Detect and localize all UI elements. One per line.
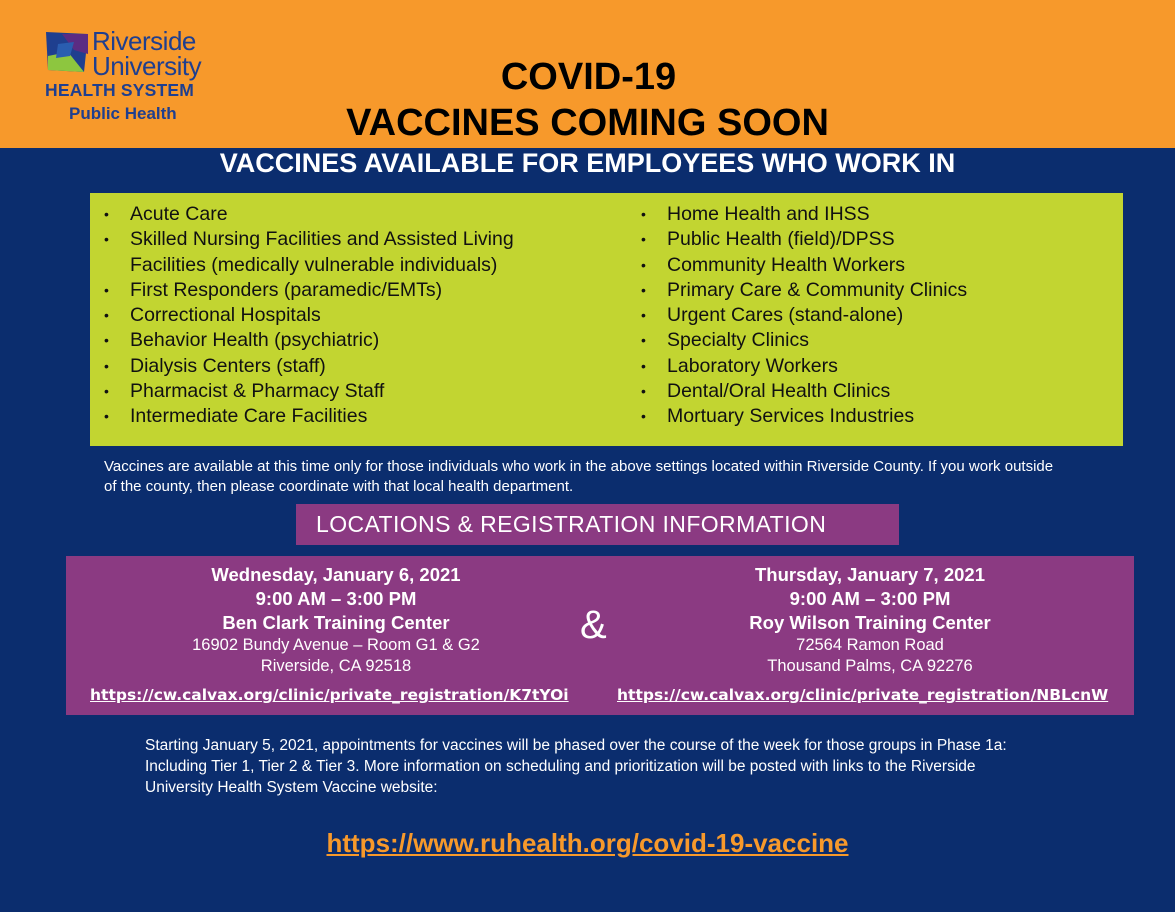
list-item-text: Correctional Hospitals (130, 304, 321, 327)
bullet-icon: • (104, 206, 109, 222)
page-title-line2 (0, 102, 1175, 145)
logo-text-public-health: Public Health (69, 104, 177, 123)
list-item (102, 202, 582, 227)
location-time: 9:00 AM – 3:00 PM (255, 588, 417, 609)
list-item (639, 253, 1109, 278)
location-name: Roy Wilson Training Center (749, 612, 991, 633)
list-item (102, 379, 582, 404)
list-item (639, 328, 1109, 353)
location-time: 9:00 AM – 3:00 PM (789, 588, 951, 609)
list-item-text: Community Health Workers (667, 253, 906, 276)
location-card-roy-wilson (611, 563, 1129, 677)
list-item-text: Specialty Clinics (667, 329, 809, 352)
scheduling-info-text: Starting January 5, 2021, appointments for vaccines will be phased over the course of the week for those groups in Phase 1a: Including Tier 1, Tier 2 & Tier 3. More information on scheduling and prioritization will be posted with links to the Riverside University Health System Vaccine website: (145, 737, 1007, 796)
bullet-icon: • (641, 307, 646, 324)
logo-text-riverside: Riverside (92, 26, 196, 56)
logo-text-health-system: HEALTH SYSTEM (45, 80, 195, 100)
list-item-text: Primary Care & Community Clinics (667, 278, 968, 301)
list-item (639, 354, 1109, 379)
location-address-line1: 72564 Ramon Road (796, 636, 944, 654)
list-item (102, 404, 582, 429)
bullet-icon: • (641, 408, 646, 425)
location-name: Ben Clark Training Center (222, 612, 450, 633)
locations-heading-banner (296, 504, 899, 545)
list-item-text: Urgent Cares (stand-alone) (667, 304, 904, 327)
registration-link-roy-wilson[interactable]: https://cw.calvax.org/clinic/private_registration/NBLcnW (617, 686, 1109, 704)
bullet-icon: • (104, 357, 109, 374)
location-address-line2: Thousand Palms, CA 92276 (767, 657, 973, 675)
ampersand-separator: & (580, 603, 607, 647)
locations-heading: LOCATIONS & REGISTRATION INFORMATION (316, 511, 827, 537)
list-item (639, 379, 1109, 404)
location-address-line2: Riverside, CA 92518 (260, 657, 412, 675)
list-item (102, 278, 582, 303)
bullet-icon: • (104, 281, 109, 298)
vaccine-website-link[interactable]: https://www.ruhealth.org/covid-19-vaccine (326, 828, 849, 858)
bullet-icon: • (104, 408, 109, 425)
location-date: Wednesday, January 6, 2021 (211, 564, 461, 585)
eligibility-heading: VACCINES AVAILABLE FOR EMPLOYEES WHO WORK IN (219, 148, 956, 178)
location-date: Thursday, January 7, 2021 (755, 564, 985, 585)
bullet-icon: • (104, 307, 109, 324)
list-item-text: Mortuary Services Industries (667, 405, 915, 428)
bullet-icon: • (641, 332, 646, 349)
list-item (639, 202, 1109, 227)
list-item-text: Dialysis Centers (staff) (130, 354, 326, 377)
list-item (102, 354, 582, 379)
page-title-line1 (0, 56, 1175, 99)
list-item-text: Home Health and IHSS (667, 203, 870, 225)
logo-text-university: University (92, 51, 202, 81)
list-item-text: Acute Care (130, 203, 228, 225)
list-item (102, 303, 582, 328)
list-item (102, 227, 582, 278)
list-item-text: Dental/Oral Health Clinics (667, 380, 891, 403)
list-item (639, 278, 1109, 303)
bullet-icon: • (641, 231, 646, 248)
list-item (102, 328, 582, 353)
list-item-text: Intermediate Care Facilities (130, 405, 368, 428)
county-eligibility-note: Vaccines are available at this time only for those individuals who work in the above settings located within Riverside County. If you work outside of the county, then please coordinate with that local health department. (104, 458, 1054, 495)
eligible-settings-panel (90, 193, 1123, 446)
title-vaccines-coming-soon: VACCINES COMING SOON (346, 102, 829, 144)
settings-list-right (639, 202, 1109, 430)
list-item-text: Laboratory Workers (667, 354, 838, 377)
registration-link-ben-clark[interactable]: https://cw.calvax.org/clinic/private_registration/K7tYOi (90, 686, 569, 704)
bullet-icon: • (641, 206, 646, 222)
list-item-text: Skilled Nursing Facilities and Assisted Living Facilities (medically vulnerable individuals) (130, 228, 514, 276)
list-item (639, 303, 1109, 328)
list-item-text: Behavior Health (psychiatric) (130, 329, 380, 352)
title-covid: COVID-19 (500, 56, 677, 98)
bullet-icon: • (641, 281, 646, 298)
bullet-icon: • (641, 383, 646, 400)
bullet-icon: • (641, 256, 646, 273)
location-card-ben-clark (76, 563, 596, 677)
list-item (639, 404, 1109, 429)
list-item-text: Public Health (field)/DPSS (667, 228, 895, 251)
location-address-line1: 16902 Bundy Avenue – Room G1 & G2 (192, 636, 480, 654)
list-item (639, 227, 1109, 252)
bullet-icon: • (104, 231, 109, 248)
settings-list-left (102, 202, 582, 430)
bullet-icon: • (104, 383, 109, 400)
bullet-icon: • (641, 357, 646, 374)
list-item-text: First Responders (paramedic/EMTs) (130, 278, 443, 301)
list-item-text: Pharmacist & Pharmacy Staff (130, 380, 385, 403)
bullet-icon: • (104, 332, 109, 349)
